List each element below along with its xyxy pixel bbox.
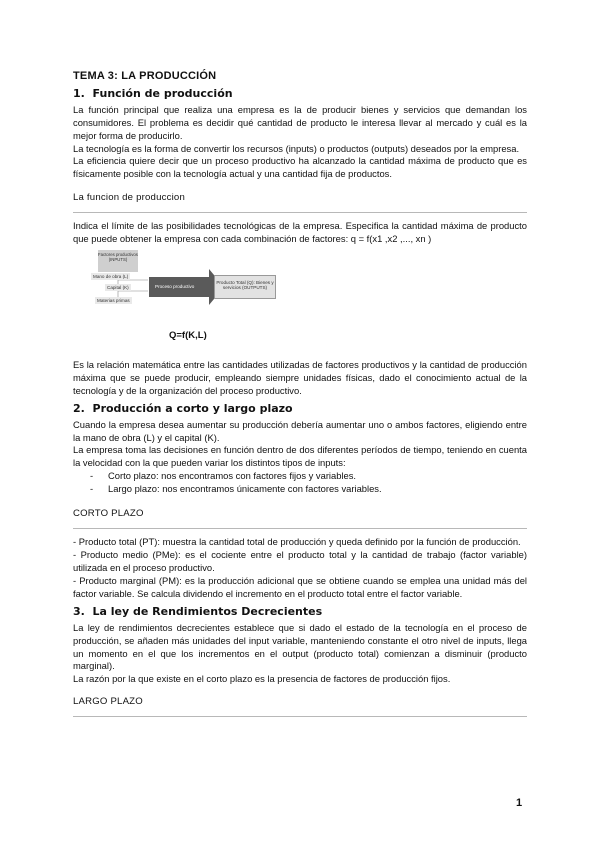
diagram-connectors [73,249,527,346]
section-1-paragraph-1: La función principal que realiza una empresa es la de producir bienes y servicios que demandan los consumidores. El problema es decidir qué cantidad de producto le interesa llevar al mercado y cuál es la mejor forma de producirlo. [73,103,527,141]
section-1-title: Función de producción [92,86,233,100]
section-1-heading [73,88,527,101]
page-content [73,70,527,724]
output-box: Producto Total (Q): Bienes y servicios (OUTPUTS) [214,275,276,299]
list-item [73,483,527,496]
inputs-box: Factores productivos (INPUTS) [98,250,138,272]
production-formula: Q=f(K,L) [169,329,207,341]
section-3-heading [73,606,527,619]
labor-label: Mano de obra (L) [93,273,129,279]
section-2-number: 2. [73,401,85,415]
horizontal-rule [73,716,527,717]
section-1-paragraph-5: Es la relación matemática entre las cantidades utilizadas de factores productivos y la cantidad de producción máxima que se puede producir, empleando siempre unidades físicas, dado el conocimiento actual de la tecnología y de la organización del proceso productivo. [73,358,527,396]
section-3-paragraph-1: La ley de rendimientos decrecientes establece que si dado el estado de la tecnología en el proceso de producción, se añaden más unidades del input variable, manteniendo constante el otro nivel de inputs, llega un momento en el que los incrementos en el output (producto total) comienzan a disminuir (producto marginal). [73,621,527,672]
section-1-paragraph-4: Indica el límite de las posibilidades tecnológicas de la empresa. Especifica la cantidad máxima de producto que puede obtener la empresa con cada combinación de factores: q = f(x1 ,x2 ,..., xn ) [73,220,527,245]
bullet-marker: - [90,482,94,494]
document-title: TEMA 3: LA PRODUCCIÓN [73,70,217,82]
production-diagram [73,249,527,346]
subheading-largo-plazo: LARGO PLAZO [73,696,143,708]
section-2-heading [73,403,527,416]
section-3-title: La ley de Rendimientos Decrecientes [92,604,323,618]
capital-label: Capital (K) [107,284,129,290]
section-2-paragraph-1: Cuando la empresa desea aumentar su producción debería aumentar uno o ambos factores, eligiendo entre la mano de obra (L) y el capital (K). [73,418,527,443]
bullet-marker: - [90,470,94,482]
section-3-paragraph-2: La razón por la que existe en el corto plazo es la presencia de factores de producción fijos. [73,673,451,685]
subheading-funcion-produccion: La funcion de produccion [73,192,186,204]
section-2-title: Producción a corto y largo plazo [92,401,293,415]
section-1-number: 1. [73,86,85,100]
definition-producto-medio: - Producto medio (PMe): es el cociente entre el producto total y la cantidad de trabajo (factor variable) utilizada en el proceso productivo. [73,549,527,574]
subheading-corto-plazo: CORTO PLAZO [73,508,144,520]
section-1-paragraph-3: La eficiencia quiere decir que un proceso productivo ha alcanzado la cantidad máxima de producto que es físicamente posible con la tecnología actual y una cantidad fija de productos. [73,155,527,180]
section-1-paragraph-2: La tecnología es la forma de convertir los recursos (inputs) o productos (outputs) deseados por la empresa. [73,142,520,154]
bullet-text-corto-plazo: Corto plazo: nos encontramos con factores fijos y variables. [108,470,357,482]
page-number: 1 [516,797,523,809]
section-2-paragraph-2: La empresa toma las decisiones en función dentro de dos diferentes períodos de tiempo, teniendo en cuenta la velocidad con la que pueden variar los distintos tipos de inputs: [73,444,527,469]
horizontal-rule [73,528,527,529]
process-label: Proceso productivo [155,283,195,289]
list-item [73,470,527,483]
materials-label: Materias primas [97,297,130,303]
section-3-number: 3. [73,604,85,618]
definition-producto-total: - Producto total (PT): muestra la cantidad total de producción y queda definido por la función de producción. [73,536,521,548]
horizontal-rule [73,212,527,213]
bullet-text-largo-plazo: Largo plazo: nos encontramos únicamente con factores variables. [108,482,382,494]
definition-producto-marginal: - Producto marginal (PM): es la producción adicional que se obtiene cuando se emplea una unidad más del factor variable. Se calcula dividendo el incremento en el producto total entre el factor variable. [73,575,527,599]
